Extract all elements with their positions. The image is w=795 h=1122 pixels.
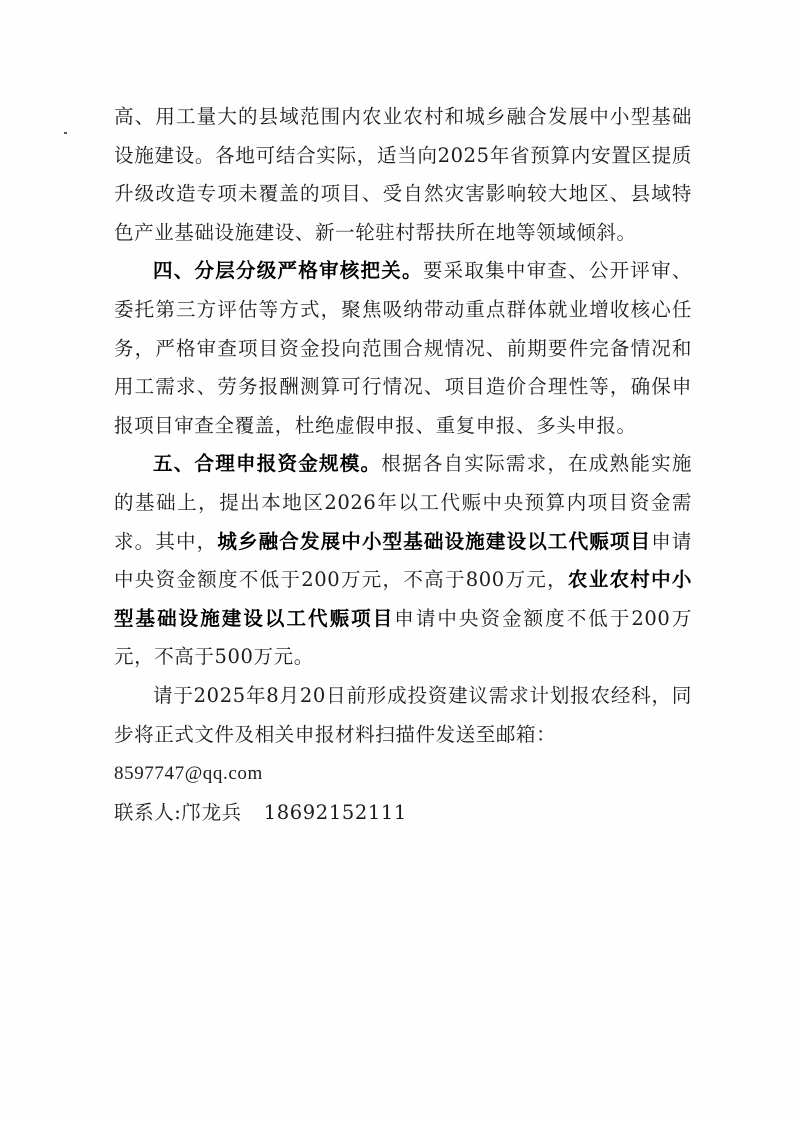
contact-phone: 18692152111 [263, 800, 407, 824]
paragraph-section-five [114, 445, 692, 677]
section-four-heading: 四、分层分级严格审核把关。 [153, 259, 423, 283]
paragraph-section-four [114, 252, 692, 445]
contact-line [114, 794, 692, 833]
urban-rural-project-emphasis: 城乡融合发展中小型基础设施建设以工代赈项目 [217, 529, 652, 553]
section-five-body-2: 申请中央资金额度不低于200万元，不高于800万元， [114, 529, 692, 592]
document-body [114, 98, 692, 832]
section-four-body: 要采取集中审查、公开评审、委托第三方评估等方式，聚焦吸纳带动重点群体就业增收核心任务，严格审查项目资金投向范围合规情况、前期要件完备情况和用工需求、劳务报酬测算可行情况、项目造价合理性等，确保申报项目审查全覆盖，杜绝虚假申报、重复申报、多头申报。 [114, 259, 692, 437]
section-five-body-1: 根据各自实际需求，在成熟能实施的基础上，提出本地区2026年以工代赈中央预算内项目资金需求。其中， [114, 452, 692, 553]
scan-speck [64, 132, 67, 134]
paragraph-priority-areas: 高、用工量大的县域范围内农业农村和城乡融合发展中小型基础设施建设。各地可结合实际，适当向2025年省预算内安置区提质升级改造专项未覆盖的项目、受自然灾害影响较大地区、县域特色产业基础设施建设、新一轮驻村帮扶所在地等领域倾斜。 [114, 105, 692, 244]
paragraph-submission-deadline: 请于2025年8月20日前形成投资建议需求计划报农经科，同步将正式文件及相关申报材料扫描件发送至邮箱： [114, 683, 692, 746]
section-five-heading: 五、合理申报资金规模。 [153, 452, 382, 476]
section-five-body-3: 申请中央资金额度不低于200万元，不高于500万元。 [114, 606, 692, 669]
contact-person: 联系人:邝龙兵 [114, 800, 242, 824]
email-address: 8597747@qq.com [114, 763, 263, 785]
agriculture-project-emphasis: 农业农村中小型基础设施建设以工代赈项目 [114, 568, 693, 630]
email-line [114, 754, 692, 794]
